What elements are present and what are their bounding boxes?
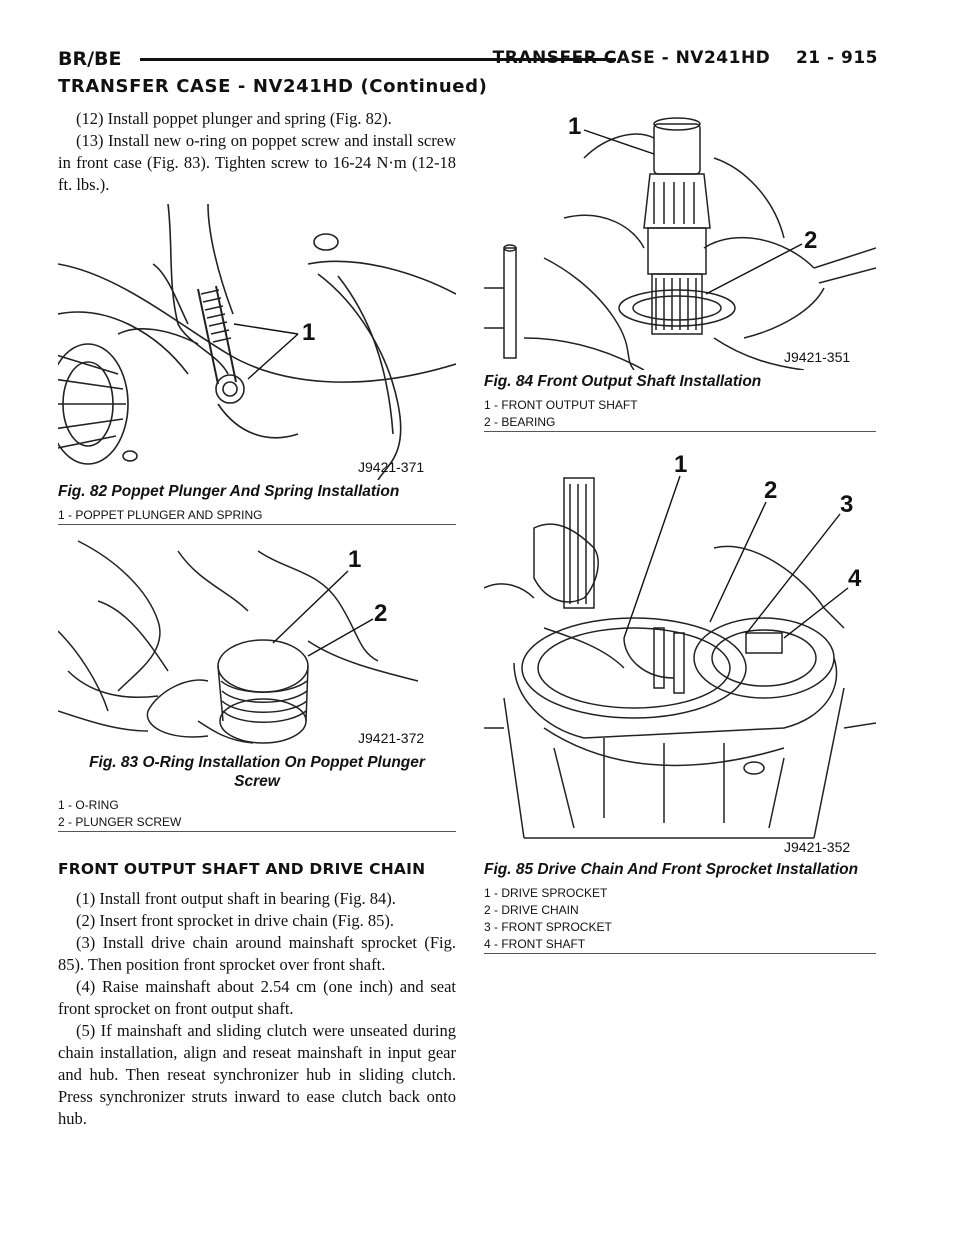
fig82-caption: Fig. 82 Poppet Plunger And Spring Installation — [58, 483, 400, 500]
fig83-callout-1: 1 — [348, 546, 362, 573]
fig82-legend — [58, 507, 456, 524]
fig85-legend-item-3: 3 - FRONT SPROCKET — [484, 920, 612, 934]
figure-84-illustration — [484, 98, 876, 370]
figure-83-illustration — [58, 531, 456, 751]
page-header — [58, 42, 878, 72]
figure-85 — [484, 438, 876, 954]
header-model: BR/BE — [58, 48, 122, 70]
fig84-caption: Fig. 84 Front Output Shaft Installation — [484, 373, 762, 390]
fig85-callout-4: 4 — [848, 565, 862, 592]
section-step-4: (4) Raise mainshaft about 2.54 cm (one inch) and seat front sprocket on front output shaft. — [58, 977, 456, 1018]
fig84-legend — [484, 397, 876, 431]
step-13: (13) Install new o-ring on poppet screw and install screw in front case (Fig. 83). Tighten screw to 16-24 N·m (12-18 ft. lbs.). — [58, 131, 456, 194]
fig82-legend-item-1: 1 - POPPET PLUNGER AND SPRING — [58, 508, 263, 522]
fig83-callout-2: 2 — [374, 600, 388, 627]
fig82-image-id: J9421-371 — [358, 459, 425, 475]
fig85-callout-2: 2 — [764, 477, 778, 504]
fig85-callout-3: 3 — [840, 491, 854, 518]
right-column — [484, 98, 876, 954]
section-heading: FRONT OUTPUT SHAFT AND DRIVE CHAIN — [58, 860, 426, 878]
fig85-legend-item-2: 2 - DRIVE CHAIN — [484, 903, 579, 917]
section-step-3: (3) Install drive chain around mainshaft sprocket (Fig. 85). Then position front sprocket over front shaft. — [58, 933, 456, 974]
figure-85-illustration — [484, 438, 876, 858]
fig84-callout-1: 1 — [568, 113, 582, 140]
fig83-caption-line-1: Fig. 83 O-Ring Installation On Poppet Plunger — [89, 754, 425, 771]
continued-title: TRANSFER CASE - NV241HD (Continued) — [58, 76, 488, 97]
fig83-legend — [58, 797, 456, 831]
figure-83 — [58, 531, 456, 832]
fig84-legend-item-1: 1 - FRONT OUTPUT SHAFT — [484, 398, 638, 412]
fig83-caption-line-2: Screw — [234, 773, 280, 790]
fig85-legend — [484, 885, 876, 953]
fig85-image-id: J9421-352 — [784, 839, 851, 855]
fig83-image-id: J9421-372 — [358, 730, 425, 746]
figure-82-illustration — [58, 204, 456, 480]
figure-84 — [484, 98, 876, 432]
fig83-caption — [58, 753, 456, 791]
section-step-5: (5) If mainshaft and sliding clutch were unseated during chain installation, align and reseat mainshaft in input gear and hub. Then reseat synchronizer hub in sliding clutch. Press synchronizer struts inward to ease clutch back onto hub. — [58, 1021, 456, 1128]
fig84-image-id: J9421-351 — [784, 349, 851, 365]
fig82-callout-1: 1 — [302, 319, 316, 346]
header-section-page: TRANSFER CASE - NV241HD 21 - 915 — [492, 48, 878, 68]
fig84-legend-item-2: 2 - BEARING — [484, 415, 556, 429]
fig85-callout-1: 1 — [674, 451, 688, 478]
step-12: (12) Install poppet plunger and spring (Fig. 82). — [76, 109, 392, 128]
figure-82 — [58, 204, 456, 525]
fig83-legend-item-1: 1 - O-RING — [58, 798, 119, 812]
fig85-legend-item-1: 1 - DRIVE SPROCKET — [484, 886, 608, 900]
left-column — [58, 108, 456, 1130]
section-step-1: (1) Install front output shaft in bearing (Fig. 84). — [76, 889, 396, 908]
section-step-2: (2) Insert front sprocket in drive chain (Fig. 85). — [76, 911, 394, 930]
fig85-caption: Fig. 85 Drive Chain And Front Sprocket Installation — [484, 861, 859, 878]
fig85-legend-item-4: 4 - FRONT SHAFT — [484, 937, 586, 951]
fig83-legend-item-2: 2 - PLUNGER SCREW — [58, 815, 182, 829]
fig84-callout-2: 2 — [804, 227, 818, 254]
